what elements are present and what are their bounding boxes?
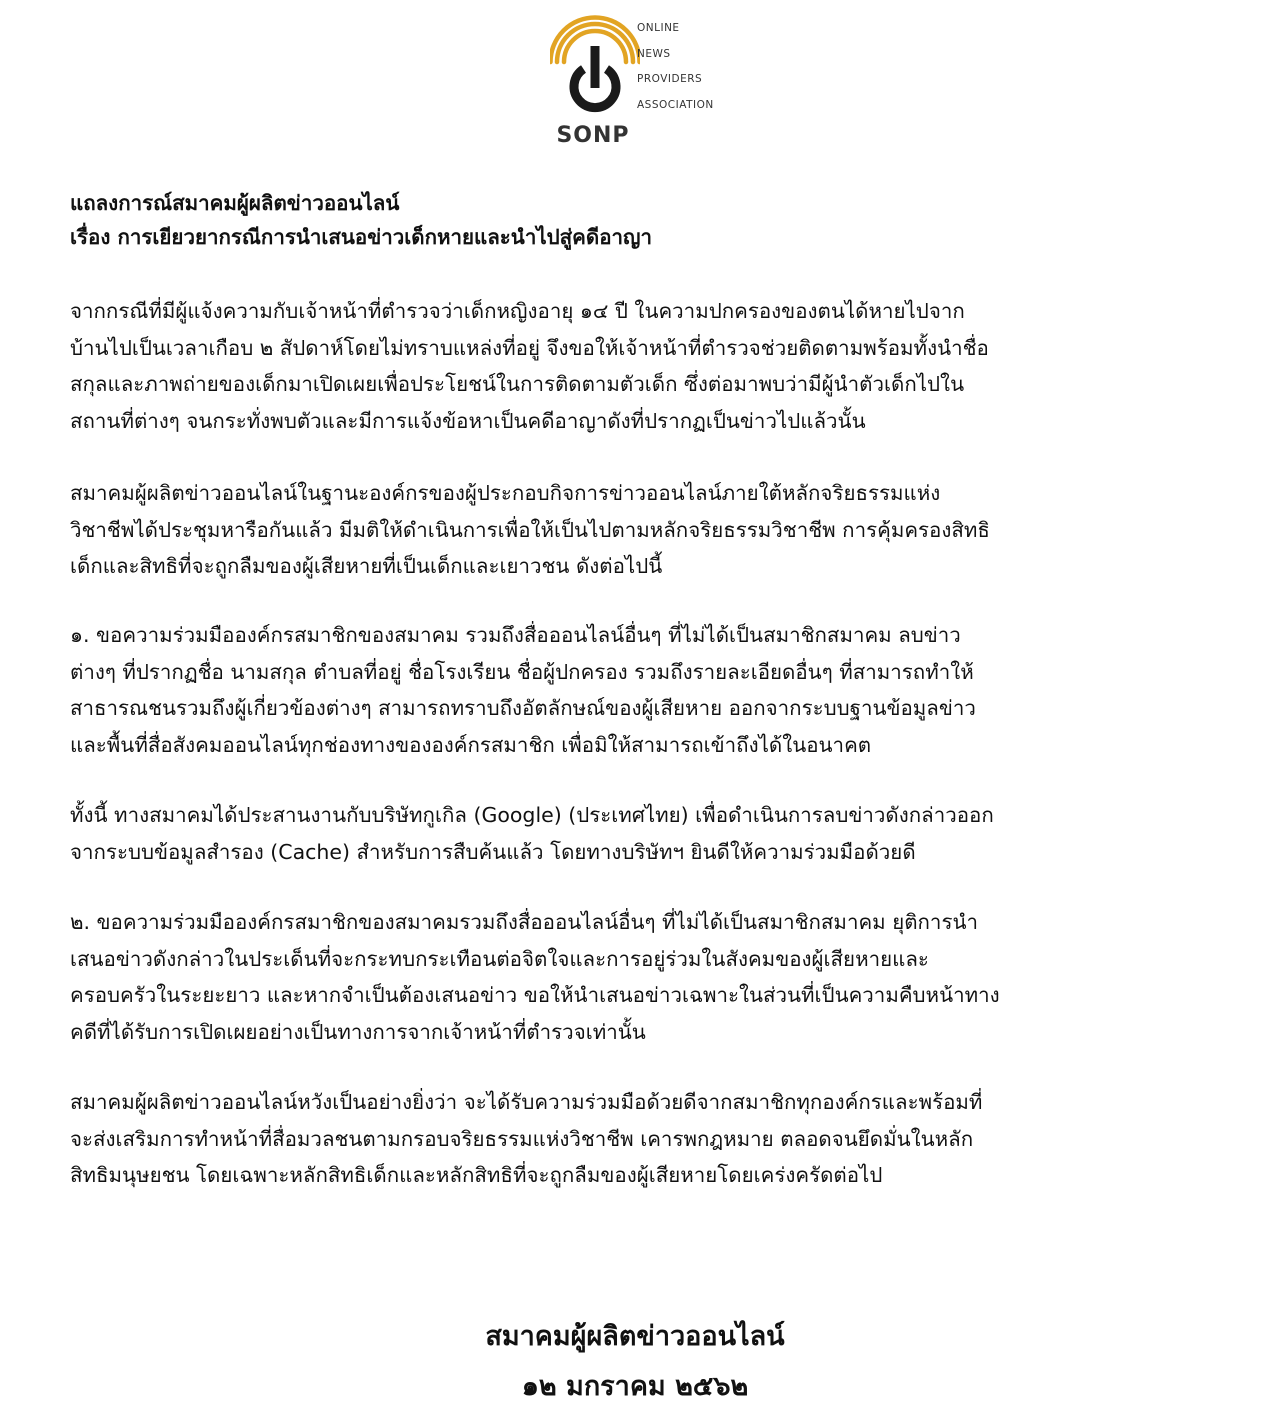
paragraph-line: และพื้นที่สื่อสังคมออนไลน์ทุกช่องทางขององค์กรสมาชิก เพื่อมิให้สามารถเข้าถึงได้ในอนาคต bbox=[70, 732, 872, 757]
document-title: แถลงการณ์สมาคมผู้ผลิตข่าวออนไลน์ bbox=[70, 191, 400, 215]
sonp-logo bbox=[550, 6, 730, 152]
paragraph-6 bbox=[70, 1084, 1210, 1194]
logo-line-providers: PROVIDERS bbox=[637, 73, 703, 85]
paragraph-4 bbox=[70, 797, 1210, 870]
signature-organization: สมาคมผู้ผลิตข่าวออนไลน์ bbox=[485, 1321, 785, 1352]
power-signal-icon bbox=[550, 6, 640, 121]
paragraph-line: สกุลและภาพถ่ายของเด็กมาเปิดเผยเพื่อประโยชน์ในการติดตามตัวเด็ก ซึ่งต่อมาพบว่ามีผู้นำตัวเด็กไปใน bbox=[70, 372, 965, 396]
paragraph-line: จากระบบข้อมูลสำรอง (Cache) สำหรับการสืบค้นแล้ว โดยทางบริษัทฯ ยินดีให้ความร่วมมือด้วยดี bbox=[70, 839, 916, 864]
paragraph-line: วิชาชีพได้ประชุมหารือกันแล้ว มีมติให้ดำเนินการเพื่อให้เป็นไปตามหลักจริยธรรมวิชาชีพ การคุ้มครองสิทธิ bbox=[70, 517, 990, 542]
paragraph-line: ๑. ขอความร่วมมือองค์กรสมาชิกของสมาคม รวมถึงสื่อออนไลน์อื่นๆ ที่ไม่ได้เป็นสมาชิกสมาคม ลบข่าว bbox=[70, 623, 961, 647]
paragraph-line: สมาคมผู้ผลิตข่าวออนไลน์หวังเป็นอย่างยิ่งว่า จะได้รับความร่วมมือด้วยดีจากสมาชิกทุกองค์กรและพร้อมที่ bbox=[70, 1090, 983, 1114]
paragraph-5 bbox=[70, 904, 1210, 1050]
logo-line-online: ONLINE bbox=[637, 22, 680, 34]
paragraph-line: สิทธิมนุษยชน โดยเฉพาะหลักสิทธิเด็กและหลักสิทธิที่จะถูกลืมของผู้เสียหายโดยเคร่งครัดต่อไป bbox=[70, 1163, 883, 1187]
paragraph-line: สาธารณชนรวมถึงผู้เกี่ยวข้องต่างๆ สามารถทราบถึงอัตลักษณ์ของผู้เสียหาย ออกจากระบบฐานข้อมูลข่าว bbox=[70, 696, 976, 720]
paragraph-line: จากกรณีที่มีผู้แจ้งความกับเจ้าหน้าที่ตำรวจว่าเด็กหญิงอายุ ๑๔ ปี ในความปกครองของตนได้หายไปจาก bbox=[70, 299, 965, 323]
paragraph-line: จะส่งเสริมการทำหน้าที่สื่อมวลชนตามกรอบจริยธรรมแห่งวิชาชีพ เคารพกฎหมาย ตลอดจนยึดมั่นในหลัก bbox=[70, 1126, 974, 1151]
logo-line-association: ASSOCIATION bbox=[637, 98, 714, 111]
paragraph-2 bbox=[70, 475, 1210, 585]
paragraph-line: เด็กและสิทธิที่จะถูกลืมของผู้เสียหายที่เป็นเด็กและเยาวชน ดังต่อไปนี้ bbox=[70, 554, 663, 578]
paragraph-line: สถานที่ต่างๆ จนกระทั่งพบตัวและมีการแจ้งข้อหาเป็นคดีอาญาดังที่ปรากฏเป็นข่าวไปแล้วนั้น bbox=[70, 408, 866, 433]
signature-date: ๑๒ มกราคม ๒๕๖๒ bbox=[521, 1371, 749, 1402]
paragraph-3 bbox=[70, 617, 1210, 763]
document-heading bbox=[70, 186, 652, 254]
paragraph-line: บ้านไปเป็นเวลาเกือบ ๒ สัปดาห์โดยไม่ทราบแหล่งที่อยู่ จึงขอให้เจ้าหน้าที่ตำรวจช่วยติดตามพร้อมทั้งนำชื่อ bbox=[70, 335, 989, 360]
paragraph-line: ต่างๆ ที่ปรากฏชื่อ นามสกุล ตำบลที่อยู่ ชื่อโรงเรียน ชื่อผู้ปกครอง รวมถึงรายละเอียดอื่นๆ ที่สามารถทำให้ bbox=[70, 659, 974, 684]
paragraph-line: สมาคมผู้ผลิตข่าวออนไลน์ในฐานะองค์กรของผู้ประกอบกิจการข่าวออนไลน์ภายใต้หลักจริยธรรมแห่ง bbox=[70, 481, 941, 505]
paragraph-line: เสนอข่าวดังกล่าวในประเด็นที่จะกระทบกระเทือนต่อจิตใจและการอยู่ร่วมในสังคมของผู้เสียหายและ bbox=[70, 946, 929, 971]
logo-wordmark bbox=[637, 16, 714, 118]
paragraph-line: ทั้งนี้ ทางสมาคมได้ประสานงานกับบริษัทกูเกิล (Google) (ประเทศไทย) เพื่อดำเนินการลบข่าวดังกล่าวออก bbox=[70, 803, 994, 827]
document-subject: เรื่อง การเยียวยากรณีการนำเสนอข่าวเด็กหายและนำไปสู่คดีอาญา bbox=[70, 225, 652, 249]
logo-line-news: NEWS bbox=[637, 47, 671, 60]
paragraph-1 bbox=[70, 293, 1210, 439]
logo-name: SONP bbox=[556, 123, 630, 148]
paragraph-line: คดีที่ได้รับการเปิดเผยอย่างเป็นทางการจากเจ้าหน้าที่ตำรวจเท่านั้น bbox=[70, 1019, 646, 1044]
paragraph-line: ครอบครัวในระยะยาว และหากจำเป็นต้องเสนอข่าว ขอให้นำเสนอข่าวเฉพาะในส่วนที่เป็นความคืบหน้าทาง bbox=[70, 983, 1000, 1007]
paragraph-line: ๒. ขอความร่วมมือองค์กรสมาชิกของสมาคมรวมถึงสื่อออนไลน์อื่นๆ ที่ไม่ได้เป็นสมาชิกสมาคม ยุติการนำ bbox=[70, 910, 978, 934]
